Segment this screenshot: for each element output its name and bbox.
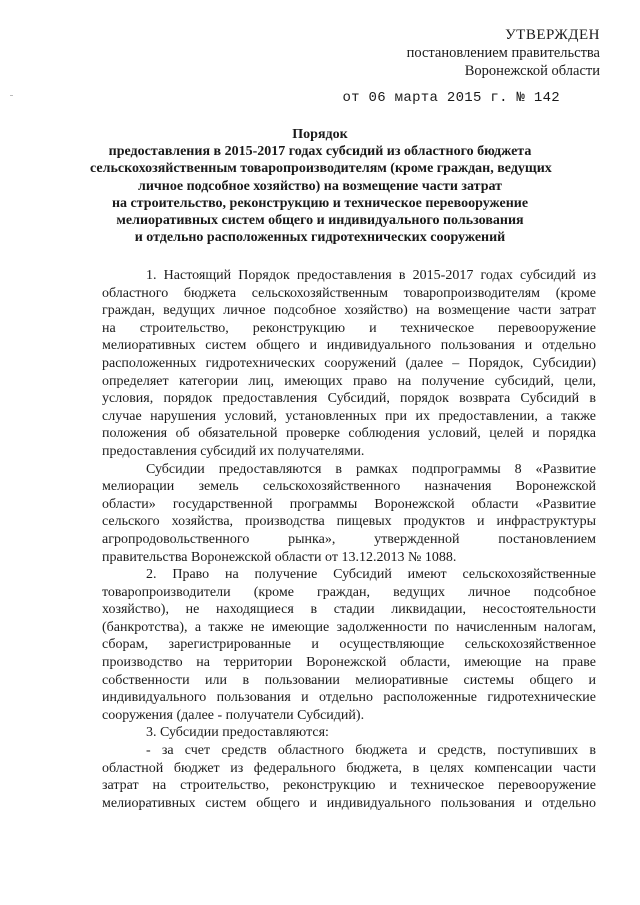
approval-line-2: Воронежской области — [464, 63, 600, 79]
body-line: областной бюджет из федерального бюджета, в целях компенсации части — [102, 760, 596, 776]
document-title — [90, 126, 550, 246]
body-line: сооружения (далее - получатели Субсидий). — [102, 707, 365, 723]
approval-block — [407, 26, 600, 80]
body-line: сборам, зарегистрированные и осуществляющие сельскохозяйственное — [102, 637, 596, 653]
body-line: хозяйство), не находящиеся в стадии ликвидации, несостоятельности — [102, 602, 596, 618]
body-line: затрат на строительство, реконструкцию и техническое перевооружение — [102, 778, 596, 794]
body-line: предоставления субсидий их получателями. — [102, 443, 365, 459]
body-line: собственности или в пользовании мелиоративные системы общего и — [102, 672, 596, 688]
body-line: мелиоративных систем общего и индивидуального пользования и отдельно — [102, 338, 596, 354]
body-line: граждан, ведущих личное подсобное хозяйство) на возмещение части затрат — [102, 303, 596, 319]
body-line: мелиоративных систем общего и индивидуального пользования и отдельно — [102, 795, 596, 811]
body-line: мелиорации земель сельскохозяйственного назначения Воронежской — [102, 479, 596, 495]
title-line: и отдельно расположенных гидротехнических сооружений — [134, 230, 506, 246]
title-line: Порядок — [292, 127, 348, 142]
body-line: индивидуального пользования и отдельно расположенные гидротехнические — [102, 690, 596, 706]
body-line: расположенных гидротехнических сооружений (далее – Порядок, Субсидии) — [102, 355, 596, 371]
title-line: предоставления в 2015-2017 годах субсидий из областного бюджета — [108, 144, 532, 160]
body-line: Субсидии предоставляются в рамках подпрограммы 8 «Развитие — [146, 461, 596, 477]
title-line: мелиоративных систем общего и индивидуального пользования — [116, 213, 524, 229]
body-line: правительства Воронежской области от 13.12.2013 № 1088. — [102, 549, 457, 565]
body-line: агропродовольственного рынка», утвержденной постановлением — [102, 531, 596, 547]
document-body — [102, 267, 596, 812]
body-line: 2. Право на получение Субсидий имеют сельскохозяйственные — [146, 567, 596, 583]
title-line: на строительство, реконструкцию и техническое перевооружение — [111, 195, 529, 211]
body-line: (банкротства), а также не имеющие задолженности по начисленным налогам, — [102, 619, 596, 635]
body-line: товаропроизводители (кроме граждан, ведущих личное подсобное — [102, 584, 596, 600]
approval-heading: УТВЕРЖДЕН — [505, 27, 600, 43]
title-line: сельскохозяйственным товаропроизводителям (кроме граждан, ведущих — [90, 161, 552, 177]
body-line: производство на территории Воронежской области, имеющие на праве — [102, 655, 596, 671]
body-line: положения об обязательной проверке соблюдения условий, целей и порядка — [102, 426, 596, 442]
decree-date-number: от 06 марта 2015 г. № 142 — [342, 90, 560, 106]
scan-mark — [10, 95, 13, 96]
approval-line-1: постановлением правительства — [406, 45, 600, 61]
body-line: - за счет средств областного бюджета и средств, поступивших в — [146, 743, 596, 759]
body-line: сельского хозяйства, производства пищевых продуктов и инфраструктуры — [102, 514, 596, 530]
body-line: области» государственной программы Воронежской области «Развитие — [102, 496, 596, 512]
body-line: на строительство, реконструкцию и техническое перевооружение — [102, 320, 596, 336]
body-line: условия, порядок предоставления Субсидий, порядок возврата Субсидий в — [102, 391, 596, 407]
title-line: личное подсобное хозяйство) на возмещение части затрат — [137, 178, 503, 194]
body-line: областного бюджета сельскохозяйственным товаропроизводителям (кроме — [102, 285, 596, 301]
body-line: случае нарушения условий, установленных при их предоставлении, а также — [102, 408, 596, 424]
body-line: определяет категории лиц, имеющих право на получение субсидий, цели, — [102, 373, 596, 389]
body-line: 1. Настоящий Порядок предоставления в 2015-2017 годах субсидий из — [146, 268, 596, 283]
body-line: 3. Субсидии предоставляются: — [146, 725, 329, 741]
